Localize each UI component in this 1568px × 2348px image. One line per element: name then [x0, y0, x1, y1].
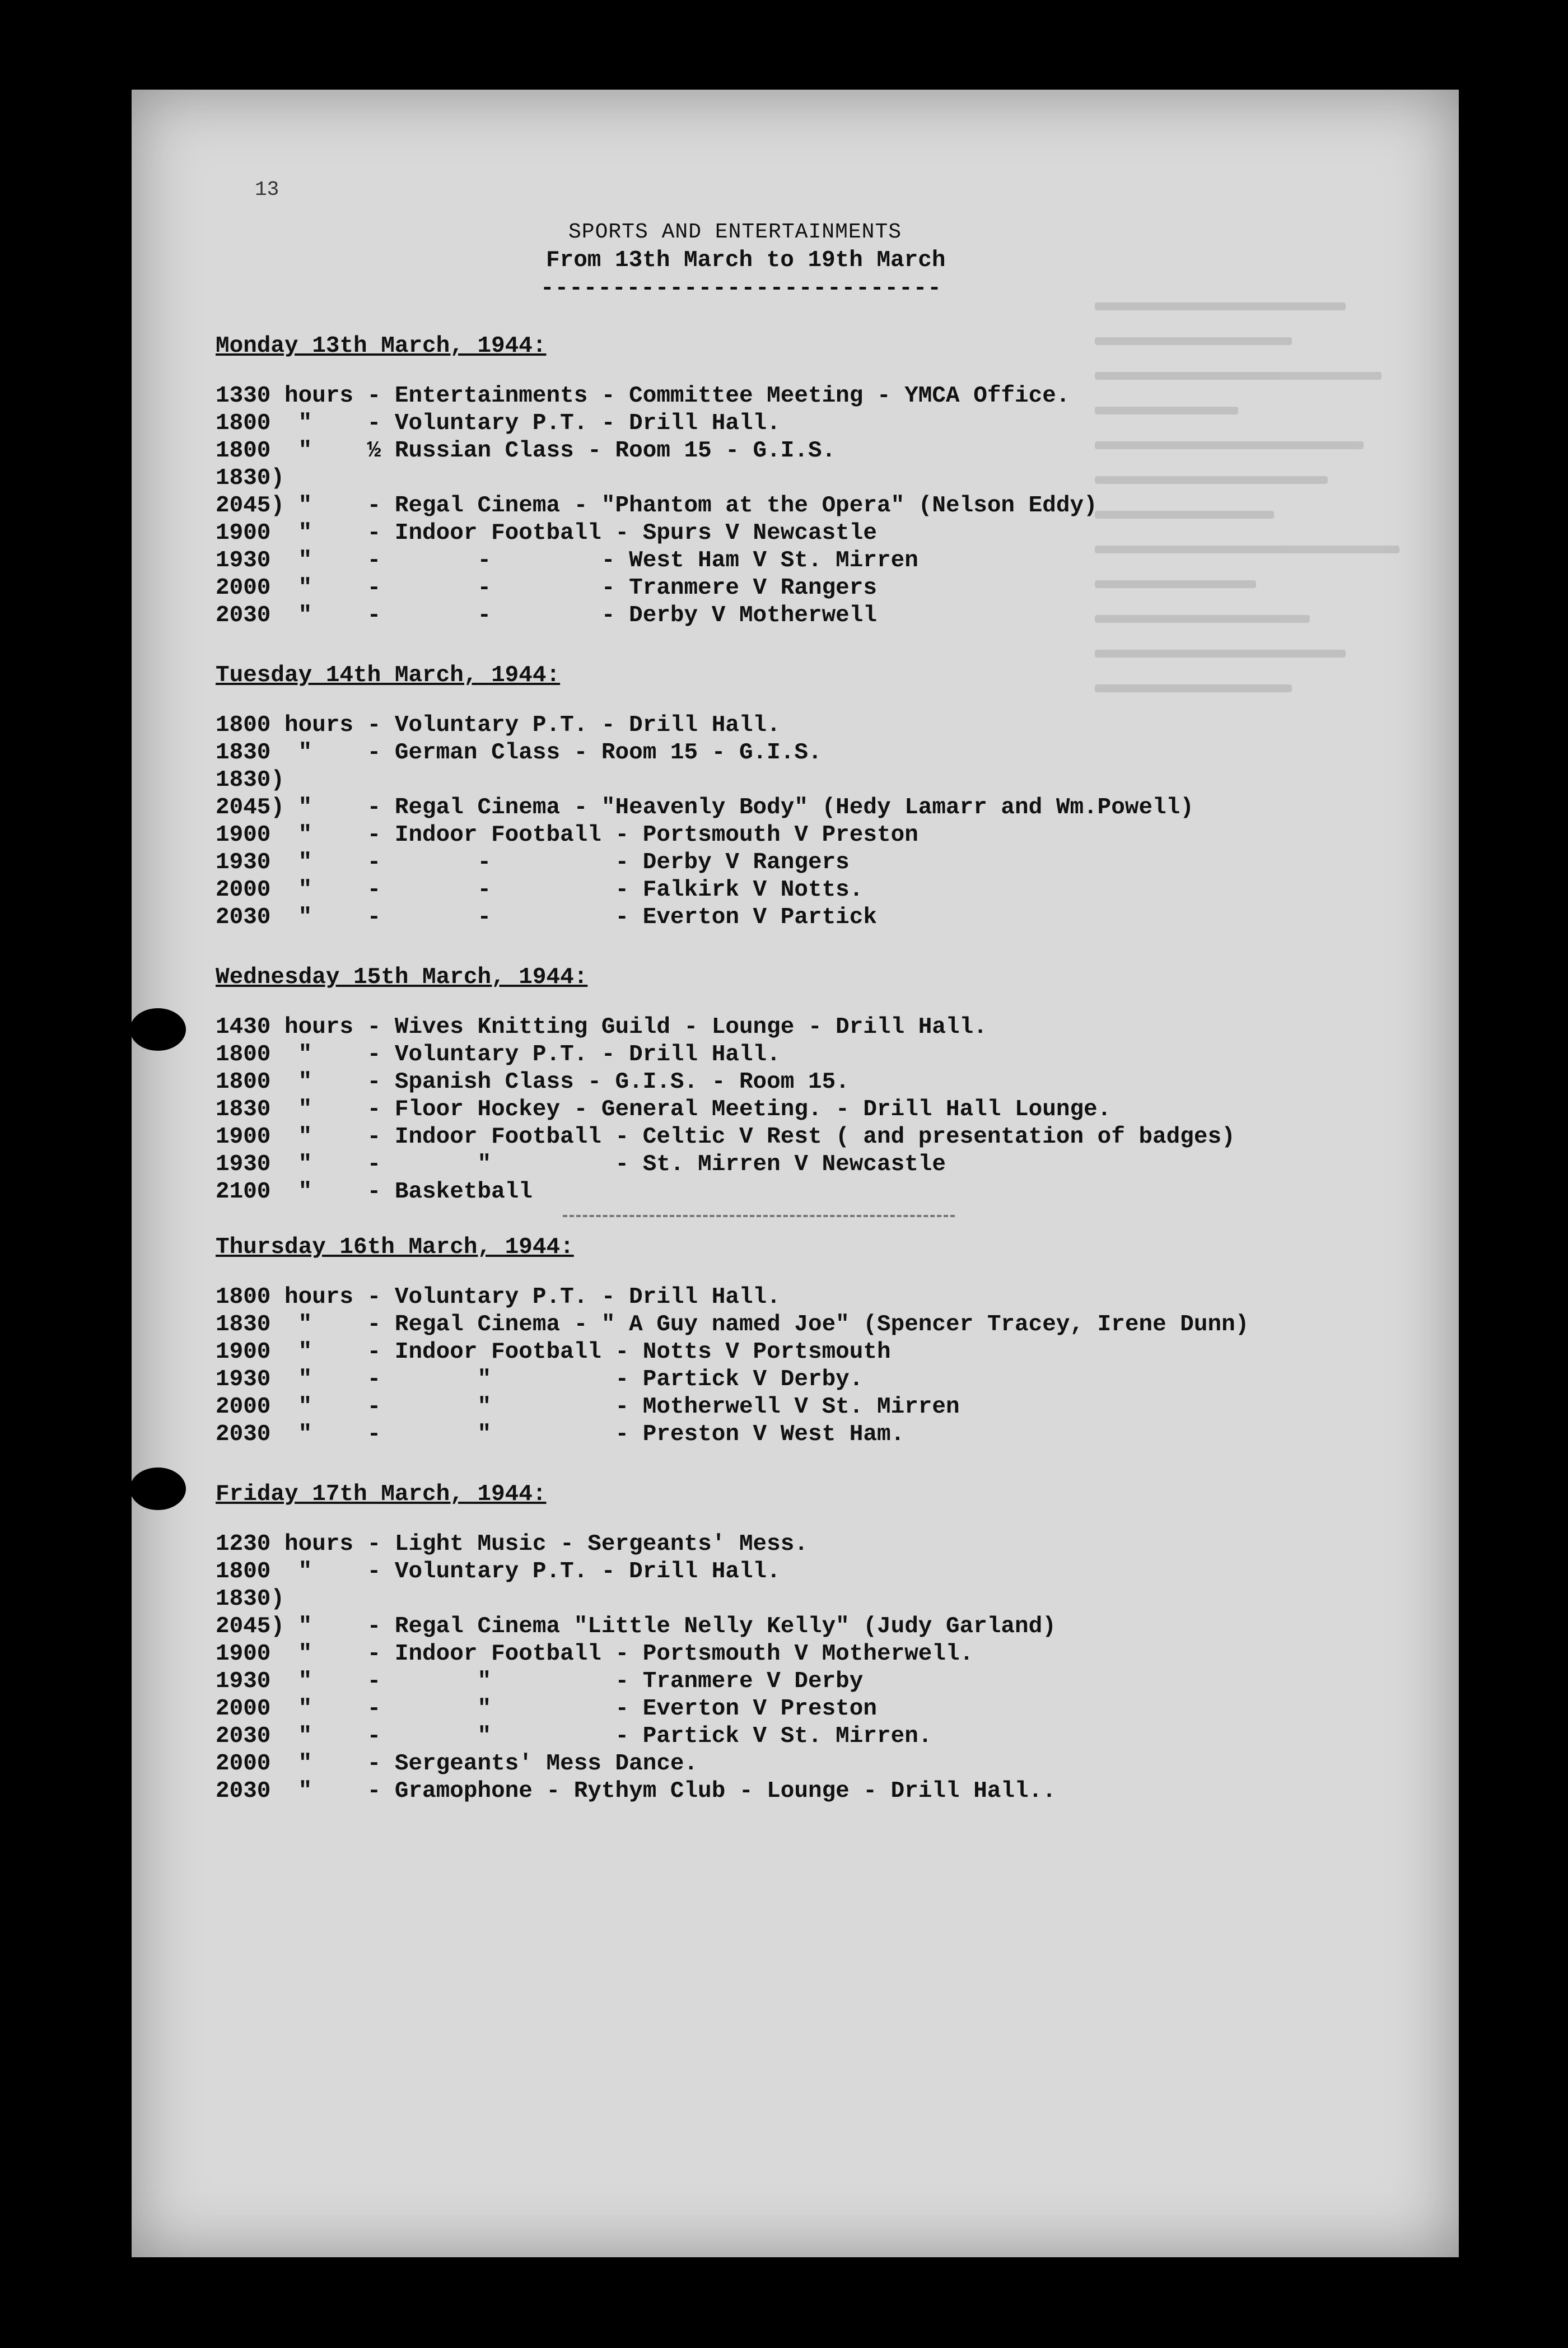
schedule-line: 2030 " - - - Everton V Partick [216, 905, 877, 930]
schedule-line: 2030 " - - - Derby V Motherwell [216, 603, 877, 628]
schedule-line: 1930 " - " - Tranmere V Derby [216, 1669, 864, 1694]
schedule-line: 2030 " - " - Partick V St. Mirren. [216, 1723, 932, 1749]
schedule-line: 1930 " - " - Partick V Derby. [216, 1367, 864, 1392]
schedule-line: 1330 hours - Entertainments - Committee Meeting - YMCA Office. [216, 383, 1070, 409]
schedule-line: 1930 " - - - Derby V Rangers [216, 850, 850, 875]
schedule-line: 1800 hours - Voluntary P.T. - Drill Hall. [216, 712, 781, 738]
schedule-line: 1900 " - Indoor Football - Spurs V Newcastle [216, 520, 877, 546]
schedule-line: 1900 " - Indoor Football - Notts V Portsmouth [216, 1339, 891, 1365]
schedule-line: 1430 hours - Wives Knitting Guild - Lounge - Drill Hall. [216, 1014, 987, 1040]
schedule-line: 1830 " - Floor Hockey - General Meeting. - Drill Hall Lounge. [216, 1097, 1112, 1122]
schedule-line: 2000 " - " - Motherwell V St. Mirren [216, 1394, 960, 1420]
section-divider [563, 1215, 955, 1217]
schedule-line: 2000 " - " - Everton V Preston [216, 1696, 877, 1722]
schedule-line: 2100 " - Basketball [216, 1179, 533, 1205]
day-heading: Wednesday 15th March, 1944: [216, 965, 588, 990]
schedule-line: 1900 " - Indoor Football - Portsmouth V Preston [216, 822, 918, 848]
day-heading: Friday 17th March, 1944: [216, 1482, 547, 1507]
schedule-line: 1800 " - Voluntary P.T. - Drill Hall. [216, 411, 781, 436]
punch-hole-bottom [130, 1467, 186, 1510]
schedule-line: 2000 " - Sergeants' Mess Dance. [216, 1751, 698, 1777]
document-title: SPORTS AND ENTERTAINMENTS [568, 220, 902, 244]
document-subtitle: From 13th March to 19th March [546, 248, 946, 273]
day-section-wednesday [216, 964, 1336, 1217]
punch-hole-top [130, 1008, 186, 1051]
day-section-friday [216, 1481, 1336, 1805]
schedule-line: 1830) [216, 1586, 285, 1612]
schedule-line: 1930 " - " - St. Mirren V Newcastle [216, 1152, 946, 1177]
schedule-line: 1230 hours - Light Music - Sergeants' Mess. [216, 1531, 808, 1557]
schedule-line: 1830) [216, 767, 285, 793]
schedule-line: 2030 " - Gramophone - Rythym Club - Lounge - Drill Hall.. [216, 1778, 1056, 1804]
day-section-monday [216, 333, 1336, 630]
day-section-tuesday [216, 662, 1336, 931]
schedule-document [216, 218, 1336, 1805]
day-heading: Thursday 16th March, 1944: [216, 1234, 574, 1260]
day-heading: Monday 13th March, 1944: [216, 333, 547, 359]
day-section-thursday [216, 1234, 1336, 1448]
schedule-line: 1800 " - Voluntary P.T. - Drill Hall. [216, 1559, 781, 1585]
header-rule: ---------------------------- [540, 276, 942, 301]
document-header [540, 218, 1336, 302]
schedule-line: 2000 " - - - Falkirk V Notts. [216, 877, 864, 903]
schedule-line: 1800 hours - Voluntary P.T. - Drill Hall. [216, 1284, 781, 1310]
schedule-line: 1830) [216, 465, 285, 491]
page-mark: 13 [255, 178, 279, 201]
schedule-line: 2045) " - Regal Cinema - "Heavenly Body" (Hedy Lamarr and Wm.Powell) [216, 795, 1194, 821]
schedule-line: 1800 " - Voluntary P.T. - Drill Hall. [216, 1042, 781, 1068]
schedule-line: 2030 " - " - Preston V West Ham. [216, 1422, 905, 1447]
schedule-line: 1930 " - - - West Ham V St. Mirren [216, 548, 918, 574]
schedule-line: 1830 " - German Class - Room 15 - G.I.S. [216, 740, 822, 766]
schedule-line: 1800 " - Spanish Class - G.I.S. - Room 15. [216, 1069, 850, 1095]
schedule-line: 1830 " - Regal Cinema - " A Guy named Joe" (Spencer Tracey, Irene Dunn) [216, 1312, 1249, 1338]
schedule-line: 2045) " - Regal Cinema "Little Nelly Kelly" (Judy Garland) [216, 1614, 1056, 1639]
day-heading: Tuesday 14th March, 1944: [216, 663, 561, 688]
schedule-line: 1900 " - Indoor Football - Celtic V Rest ( and presentation of badges) [216, 1124, 1235, 1150]
schedule-line: 2045) " - Regal Cinema - "Phantom at the Opera" (Nelson Eddy) [216, 493, 1098, 519]
schedule-line: 1900 " - Indoor Football - Portsmouth V Motherwell. [216, 1641, 974, 1667]
schedule-line: 1800 " ½ Russian Class - Room 15 - G.I.S. [216, 438, 836, 464]
schedule-line: 2000 " - - - Tranmere V Rangers [216, 575, 877, 601]
